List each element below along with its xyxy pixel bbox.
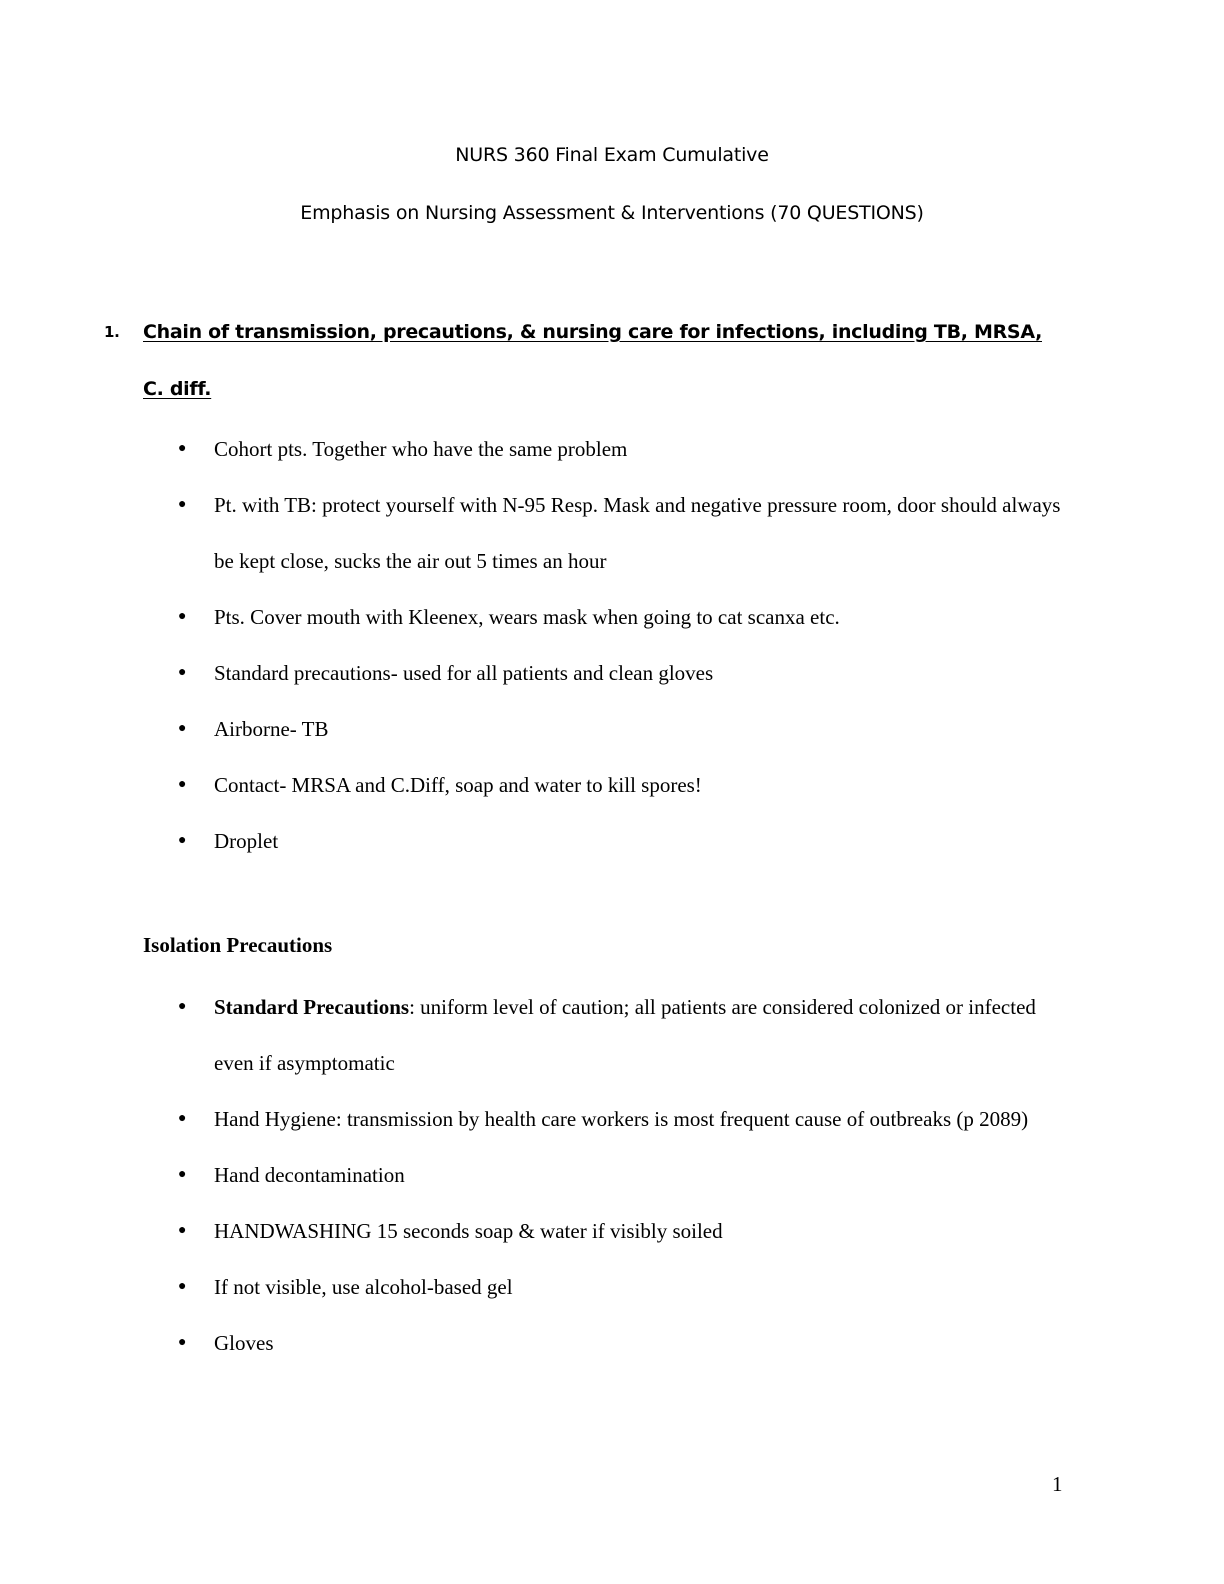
section-1-bullet-list bbox=[174, 421, 1074, 869]
list-item-text: Standard precautions- used for all patients and clean gloves bbox=[214, 661, 714, 685]
list-item bbox=[174, 979, 1074, 1091]
list-item bbox=[174, 1091, 1074, 1147]
bullet-icon: ● bbox=[178, 1167, 187, 1182]
bullet-icon: ● bbox=[178, 1223, 187, 1238]
section-1-heading bbox=[104, 304, 1064, 418]
list-item-text: Airborne- TB bbox=[214, 717, 329, 741]
isolation-precautions-heading: Isolation Precautions bbox=[143, 933, 333, 957]
list-item bbox=[174, 1259, 1074, 1315]
list-item bbox=[174, 1315, 1074, 1371]
document-title: NURS 360 Final Exam Cumulative bbox=[455, 144, 769, 166]
bullet-icon: ● bbox=[178, 777, 187, 792]
bullet-icon: ● bbox=[178, 721, 187, 736]
list-item-text: Contact- MRSA and C.Diff, soap and water to kill spores! bbox=[214, 773, 702, 797]
bullet-icon: ● bbox=[178, 1111, 187, 1126]
list-item-text: Pts. Cover mouth with Kleenex, wears mask when going to cat scanxa etc. bbox=[214, 605, 840, 629]
section-1-number: 1. bbox=[104, 323, 120, 341]
list-item-text: Droplet bbox=[214, 829, 279, 853]
page-number: 1 bbox=[1052, 1472, 1063, 1496]
list-item-bold-text: Standard Precautions bbox=[214, 995, 410, 1019]
list-item bbox=[174, 421, 1074, 477]
list-item bbox=[174, 813, 1074, 869]
bullet-icon: ● bbox=[178, 1335, 187, 1350]
list-item bbox=[174, 1147, 1074, 1203]
list-item bbox=[174, 477, 1074, 589]
list-item-text: : uniform level of caution; all patients are considered colonized or infected even if asymptomatic bbox=[214, 995, 1036, 1075]
document-subtitle: Emphasis on Nursing Assessment & Interventions (70 QUESTIONS) bbox=[300, 202, 924, 224]
list-item-text: Pt. with TB: protect yourself with N-95 Resp. Mask and negative pressure room, door should always be kept close, sucks the air out 5 times an hour bbox=[214, 493, 1061, 573]
section-2-bullet-list bbox=[174, 979, 1074, 1371]
list-item-text: Hand decontamination bbox=[214, 1163, 405, 1187]
list-item-text: HANDWASHING 15 seconds soap & water if visibly soiled bbox=[214, 1219, 723, 1243]
bullet-icon: ● bbox=[178, 999, 187, 1014]
list-item-text: If not visible, use alcohol-based gel bbox=[214, 1275, 513, 1299]
list-item-text: Gloves bbox=[214, 1331, 274, 1355]
bullet-icon: ● bbox=[178, 833, 187, 848]
list-item bbox=[174, 645, 1074, 701]
section-1-heading-text: Chain of transmission, precautions, & nursing care for infections, including TB, MRSA, C. diff. bbox=[143, 321, 1042, 400]
bullet-icon: ● bbox=[178, 665, 187, 680]
list-item bbox=[174, 757, 1074, 813]
list-item-text: Cohort pts. Together who have the same problem bbox=[214, 437, 628, 461]
bullet-icon: ● bbox=[178, 497, 187, 512]
list-item bbox=[174, 1203, 1074, 1259]
bullet-icon: ● bbox=[178, 1279, 187, 1294]
list-item bbox=[174, 589, 1074, 645]
list-item bbox=[174, 701, 1074, 757]
bullet-icon: ● bbox=[178, 441, 187, 456]
list-item-text: Hand Hygiene: transmission by health care workers is most frequent cause of outbreaks (p 2089) bbox=[214, 1107, 1029, 1131]
bullet-icon: ● bbox=[178, 609, 187, 624]
